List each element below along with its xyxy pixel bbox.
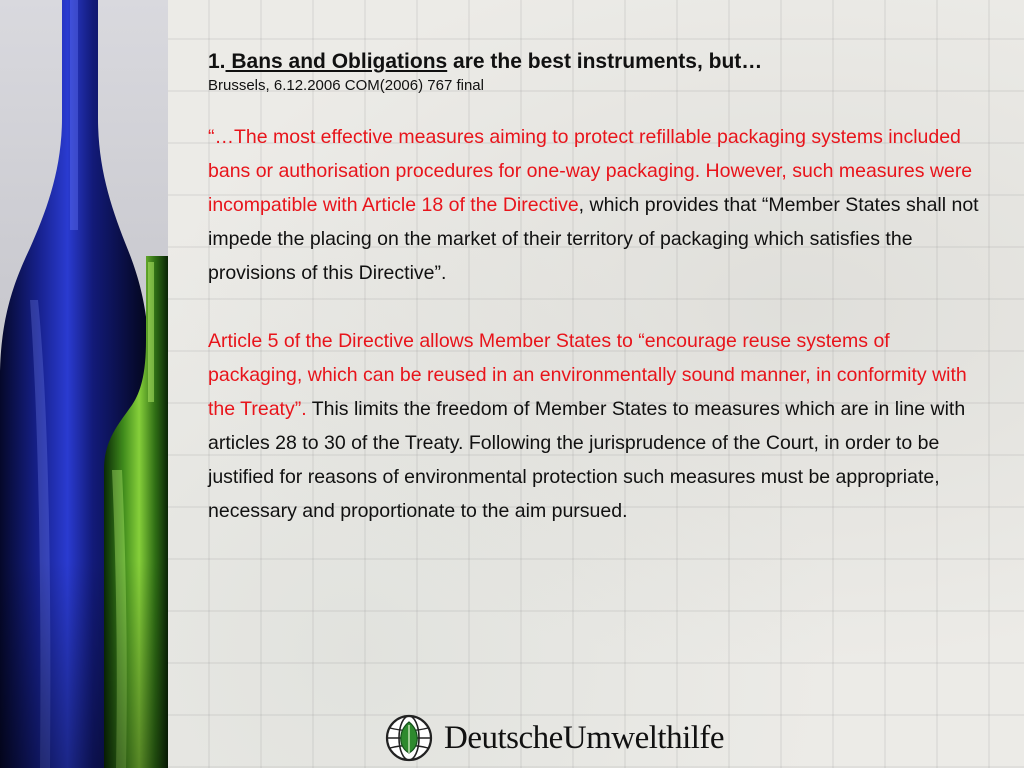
title-number: 1. xyxy=(208,50,226,73)
bottles-illustration xyxy=(0,0,168,768)
paragraph-2-highlight: Article 5 of the Directive allows Member States to “encourage reuse systems of packaging, which can be reused in an environmentally sound manner, in conformity with the Treaty”. xyxy=(208,330,967,420)
paragraph-2-body: This limits the freedom of Member States to measures which are in line with articles 28 to 30 of the Treaty. Following the jurisprudence of the Court, in order to be justified for reasons of environmental protection such measures must be appropriate, necessary and proportionate to the aim pursued. xyxy=(208,398,966,522)
title-rest: are the best instruments, but… xyxy=(447,50,763,73)
globe-leaf-icon xyxy=(384,713,434,763)
slide-title xyxy=(208,48,988,76)
logo-wordmark: DeutscheUmwelthilfe xyxy=(444,719,725,756)
paragraph-1-body: , which provides that “Member States shall not impede the placing on the market of their territory of packaging which satisfies the provisions of this Directive”. xyxy=(208,194,979,284)
slide-content xyxy=(208,48,988,528)
paragraph-1 xyxy=(208,120,988,290)
bans-and-obligations-link[interactable]: Bans and Obligations xyxy=(225,50,448,73)
deutsche-umwelthilfe-logo xyxy=(384,712,724,764)
paragraph-1-highlight: “…The most effective measures aiming to protect refillable packaging systems included bans or authorisation procedures for one-way packaging. However, such measures were incompatible with Article 18 of the Directive xyxy=(208,126,973,216)
bottles-photo xyxy=(0,0,168,768)
source-reference: Brussels, 6.12.2006 COM(2006) 767 final xyxy=(208,77,484,94)
paragraph-2 xyxy=(208,324,988,528)
